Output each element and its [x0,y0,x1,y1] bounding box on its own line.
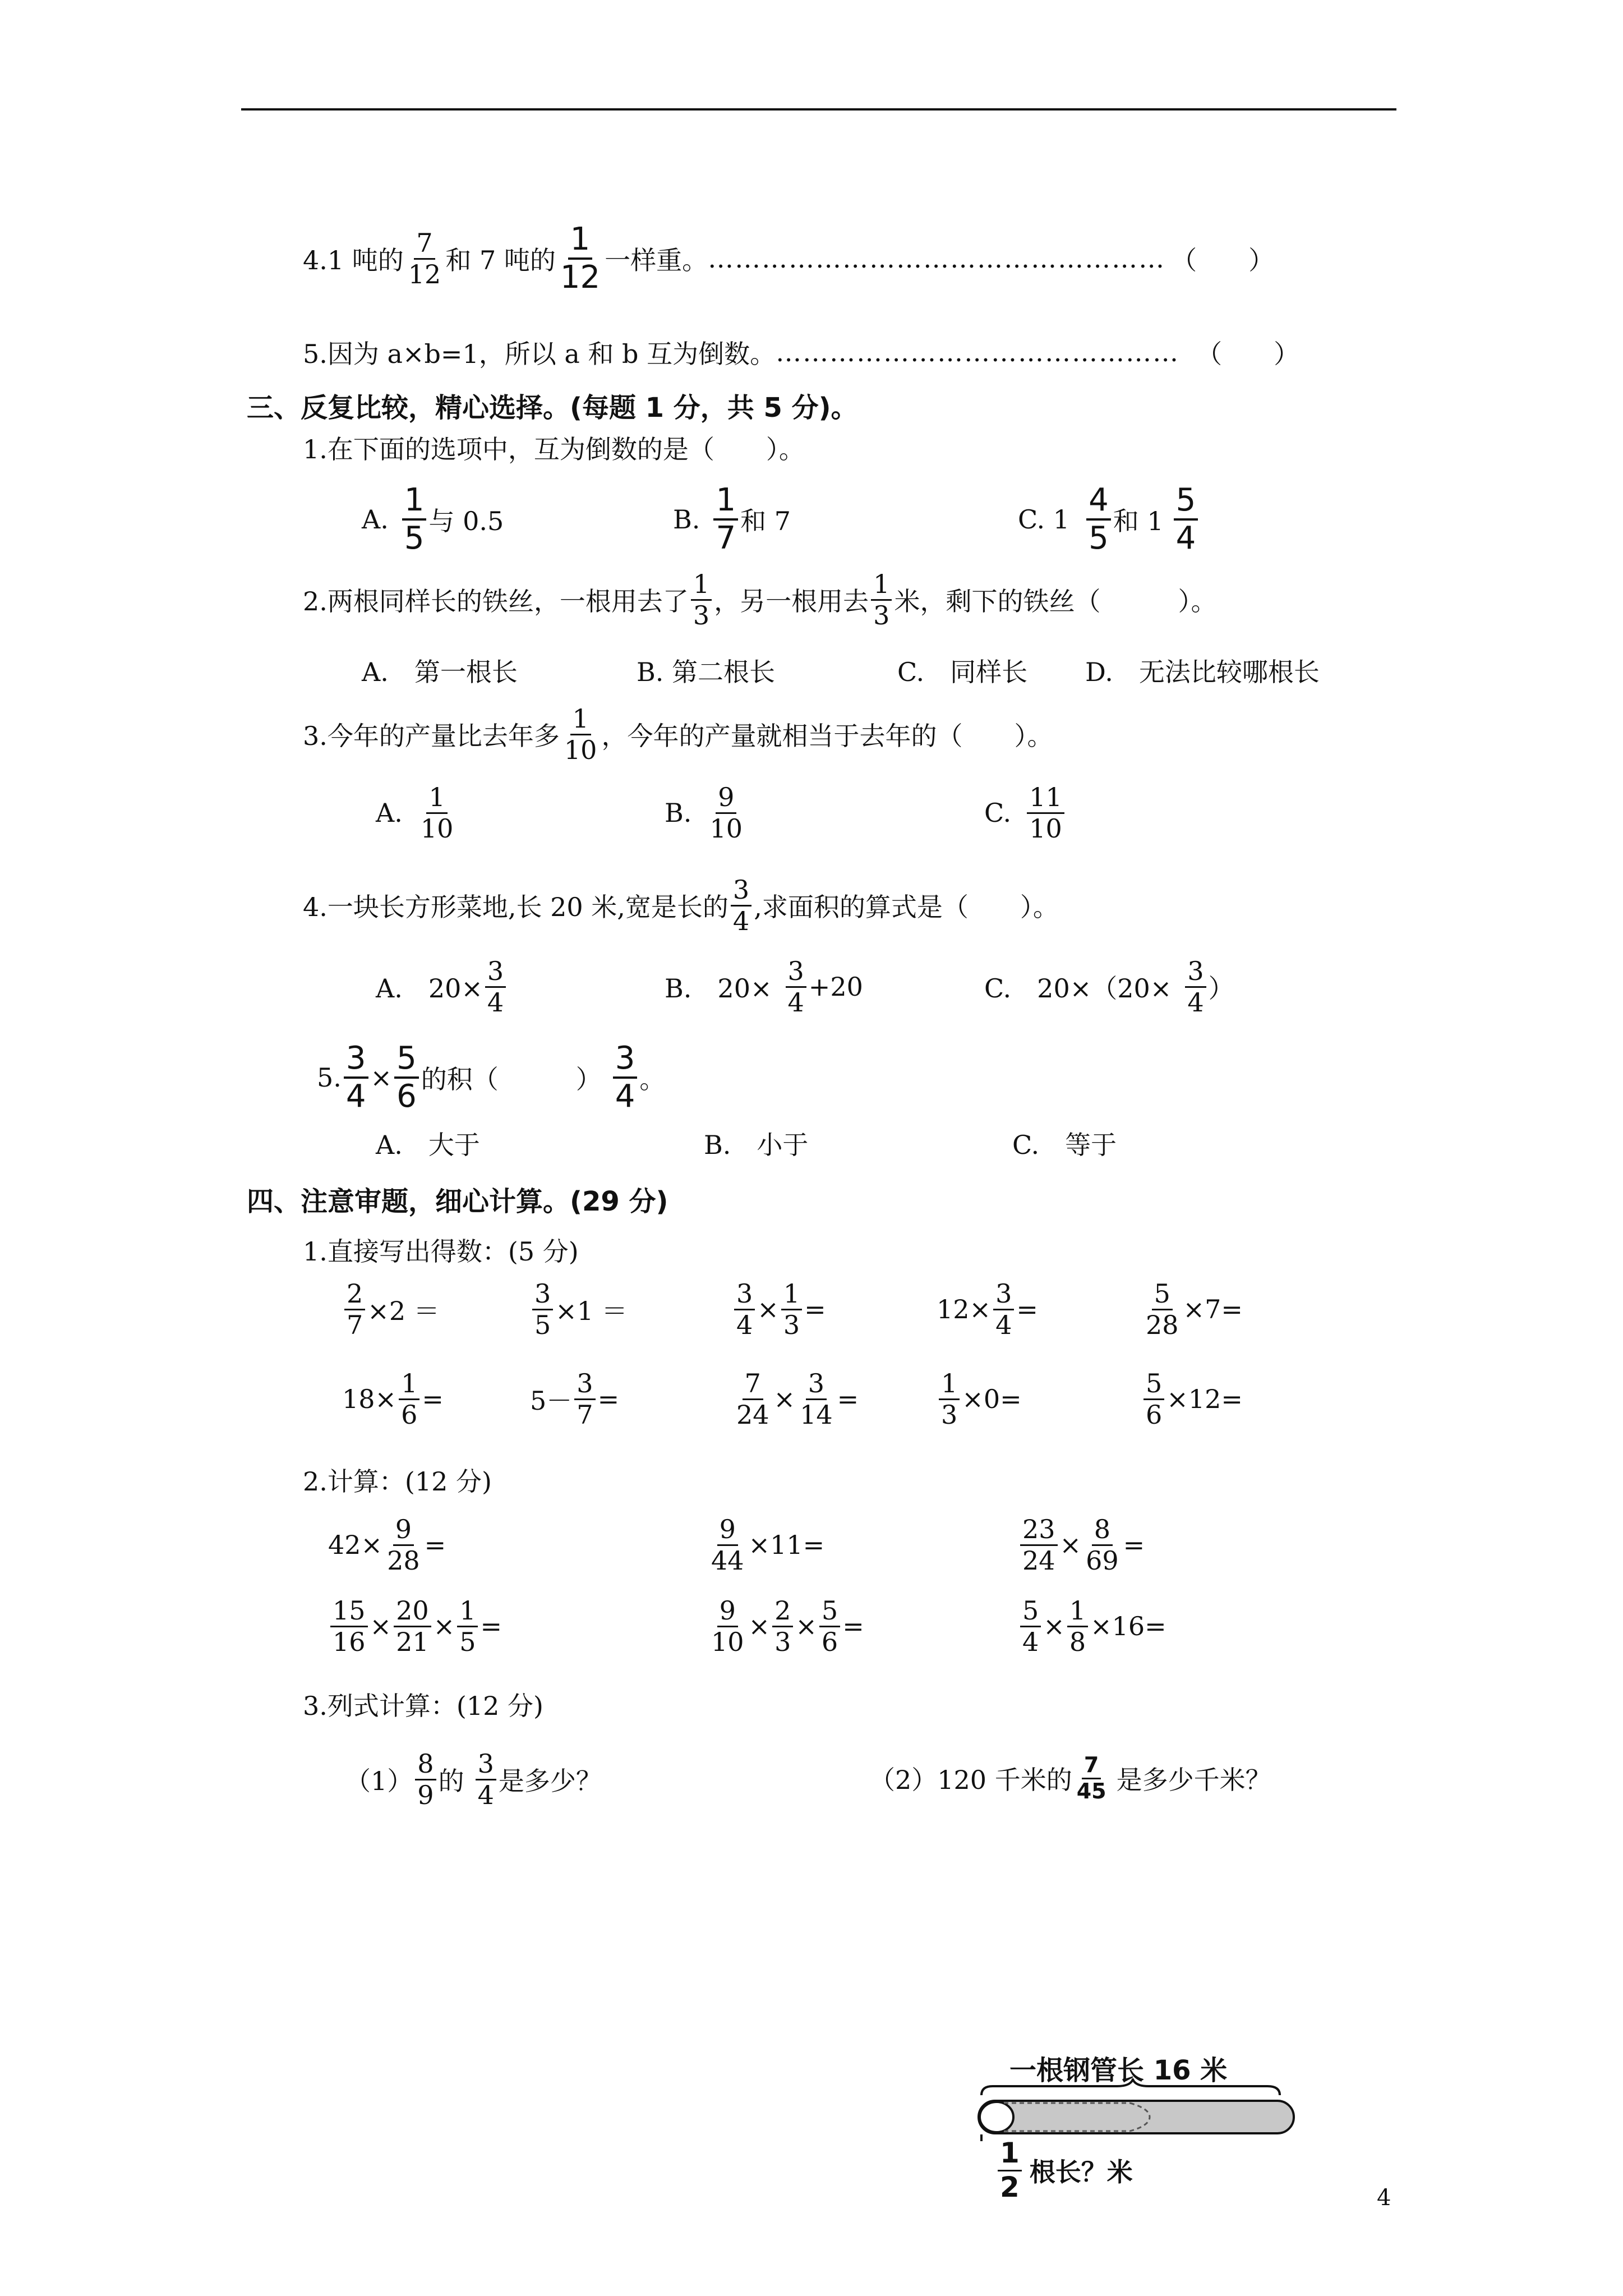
pipe-end [980,2102,1013,2132]
fraction: $\frac{7}{12}$ [408,228,441,289]
q-text: 和 7 吨的 [445,245,556,276]
s4-p2-title: 2.计算：(12 分) [303,1466,492,1497]
calc-item: $\frac{3}{5}$ ×1 ＝ [530,1279,628,1340]
leader-dots: …………………………………………… [708,243,1166,274]
s3-q5-option-c[interactable]: C. 等于 [1012,1130,1117,1160]
fraction: $\frac{2}{3}$ [772,1596,793,1657]
section-heading: 三、反复比较，精心选择。(每题 1 分，共 5 分)。 [247,392,858,424]
fraction: $\frac{5}{28}$ [1146,1278,1179,1340]
fraction: $\frac{7}{24}$ [736,1368,769,1430]
s3-q5-option-b[interactable]: B. 小于 [704,1130,809,1160]
fraction: $\frac{8}{9}$ [415,1749,436,1810]
section-heading: 四、注意审题，细心计算。(29 分) [247,1186,668,1217]
s3-q4-option-b[interactable]: B. 20× $\frac{3}{4}$ +20 [665,956,863,1018]
fraction: $\frac{1}{2}$ [998,2137,1022,2203]
s3-q2-option-d[interactable]: D. 无法比较哪根长 [1085,657,1320,687]
s3-q2-option-c[interactable]: C. 同样长 [897,657,1028,687]
calc-item: 5－ $\frac{3}{7}$ = [530,1368,620,1430]
fraction: $\frac{3}{5}$ [532,1279,553,1340]
fraction: $\frac{9}{28}$ [387,1514,420,1576]
fraction: $\frac{5}{4}$ [1174,482,1198,557]
fraction: $\frac{20}{21}$ [394,1596,431,1657]
fraction: $\frac{3}{4}$ [1185,956,1206,1018]
fraction: $\frac{1}{3}$ [871,569,892,631]
fraction: $\frac{5}{4}$ [1020,1596,1041,1657]
fraction: $\frac{1}{3}$ [781,1279,802,1340]
s3-q4-option-c[interactable]: C. 20×（20× $\frac{3}{4}$ ） [984,956,1234,1018]
calc-item: $\frac{5}{28}$ ×7= [1141,1279,1243,1340]
s3-q2-stem: 2.两根同样长的铁丝，一根用去了 $\frac{1}{3}$ ，另一根用去 $\frac{1}{3}$ 米，剩下的铁丝（ ）。 [303,569,1217,631]
s3-q3-option-c[interactable]: C. $\frac{11}{10}$ [984,783,1067,844]
calc-item: $\frac{23}{24}$ × $\frac{8}{69}$ = [1018,1515,1145,1576]
fraction: $\frac{9}{10}$ [711,1595,744,1657]
fraction: $\frac{1}{3}$ [939,1369,960,1430]
header-rule [241,108,1396,111]
calc-item: $\frac{5}{6}$ ×12= [1141,1369,1243,1430]
fraction: $\frac{1}{7}$ [713,482,738,557]
s3-q1-option-c[interactable]: C. 1 $\frac{4}{5}$ 和 1 $\frac{5}{4}$ [1018,482,1200,557]
calc-item: $\frac{3}{4}$ × $\frac{1}{3}$ = [732,1279,826,1340]
calc-item: $\frac{1}{3}$ ×0= [937,1369,1022,1430]
answer-paren[interactable]: （ ） [1171,245,1275,276]
s4-p1-title: 1.直接写出得数：(5 分) [303,1236,579,1267]
s3-q3-option-b[interactable]: B. $\frac{9}{10}$ [665,783,747,844]
s3-q1-stem: 1.在下面的选项中，互为倒数的是（ ）。 [303,434,805,464]
q-text: 4.1 吨的 [303,245,404,276]
fraction: $\frac{1}{12}$ [560,221,601,296]
answer-paren[interactable]: （ ） [1196,339,1300,369]
fraction: $\frac{3}{4}$ [613,1041,638,1115]
s3-q2-option-a[interactable]: A. 第一根长 [362,657,518,687]
calc-item: 18× $\frac{1}{6}$ = [342,1368,444,1430]
fraction: $\frac{3}{4}$ [734,1279,755,1340]
calc-item: $\frac{9}{10}$ × $\frac{2}{3}$ × $\frac{5}{6}$ = [707,1596,864,1657]
fraction: $\frac{15}{16}$ [330,1596,368,1657]
fraction: $\frac{3}{4}$ [476,1749,496,1810]
fraction: $\frac{3}{4}$ [993,1279,1014,1340]
fraction: $\frac{3}{4}$ [485,956,506,1018]
pipe-label-top: 一根钢管长 16 米 [1009,2055,1228,2086]
s3-q2-option-b[interactable]: B. 第二根长 [637,657,776,687]
s3-q3-option-a[interactable]: A. $\frac{1}{10}$ [376,783,458,844]
s3-q1-option-a[interactable]: A. $\frac{1}{5}$ 与 0.5 [362,482,504,557]
fraction: $\frac{9}{44}$ [711,1514,744,1576]
fraction: $\frac{1}{10}$ [420,782,454,844]
pipe-body [979,2101,1294,2133]
s3-q5-option-a[interactable]: A. 大于 [376,1130,480,1160]
fraction: $\frac{3}{4}$ [731,875,751,936]
fraction: $\frac{1}{5}$ [457,1596,478,1657]
calc-item: 42× $\frac{9}{28}$ = [328,1514,446,1576]
s3-q4-option-a[interactable]: A. 20× $\frac{3}{4}$ [376,956,508,1018]
fraction: $\frac{8}{69}$ [1086,1514,1119,1576]
fraction: $\frac{3}{4}$ [786,956,806,1018]
fraction: $\frac{3}{14}$ [800,1368,833,1430]
pipe-brace [981,2079,1280,2095]
q-text: 5.因为 a×b=1，所以 a 和 b 互为倒数。 [303,339,776,369]
s3-q4-stem: 4.一块长方形菜地,长 20 米,宽是长的 $\frac{3}{4}$ ,求面积的算式是（ ）。 [303,875,1059,936]
fraction: $\frac{5}{6}$ [1144,1369,1164,1430]
calc-item: $\frac{7}{24}$ × $\frac{3}{14}$ = [732,1369,859,1430]
fraction: $\frac{4}{5}$ [1086,482,1111,557]
fraction: $\frac{1}{10}$ [564,703,597,765]
s4-p3-b: （2）120 千米的 $\frac{7}{45}$ 是多少千米？ [869,1752,1271,1803]
s4-p3-a: （1） $\frac{8}{9}$ 的 $\frac{3}{4}$ 是多少？ [345,1749,602,1810]
fraction: $\frac{3}{4}$ [344,1041,368,1115]
q-text: 一样重。 [605,245,708,276]
fraction: $\frac{11}{10}$ [1027,783,1064,844]
fraction: $\frac{3}{7}$ [574,1369,595,1430]
fraction: $\frac{5}{6}$ [819,1596,840,1657]
s3-q1-option-b[interactable]: B. $\frac{1}{7}$ 和 7 [673,482,791,557]
s3-q5-stem: 5. $\frac{3}{4}$ × $\frac{5}{6}$ 的积（ ） $\frac{3}{4}$ 。 [317,1040,666,1115]
fraction: $\frac{7}{45}$ [1076,1752,1106,1803]
fraction: $\frac{1}{5}$ [402,482,427,557]
calc-item: $\frac{5}{4}$ × $\frac{1}{8}$ ×16= [1018,1596,1166,1657]
fraction: $\frac{2}{7}$ [344,1279,365,1340]
s4-p3-title: 3.列式计算：(12 分) [303,1691,543,1721]
judge-q5 [303,334,1299,371]
s3-q3-stem: 3.今年的产量比去年多 $\frac{1}{10}$ ，今年的产量就相当于去年的（ ）。 [303,703,1053,765]
pipe-label-bottom: $\frac{1}{2}$ 根长？米 [995,2137,1133,2203]
calc-item: $\frac{9}{44}$ ×11= [707,1515,824,1576]
calc-item: $\frac{15}{16}$ × $\frac{20}{21}$ × $\frac{1}{5}$ = [328,1596,502,1657]
page-number: 4 [1377,2185,1391,2211]
fraction: $\frac{1}{3}$ [691,569,712,631]
fraction: $\frac{1}{8}$ [1067,1596,1088,1657]
calc-item: $\frac{2}{7}$ ×2 ＝ [342,1279,440,1340]
fraction: $\frac{9}{10}$ [709,782,743,844]
judge-q4 [303,222,1274,296]
fraction: $\frac{5}{6}$ [394,1041,419,1115]
calc-item: 12× $\frac{3}{4}$ = [937,1278,1038,1340]
fraction: $\frac{23}{24}$ [1020,1515,1058,1576]
leader-dots: ……………………………………… [776,337,1180,367]
fraction: $\frac{1}{6}$ [399,1369,419,1430]
